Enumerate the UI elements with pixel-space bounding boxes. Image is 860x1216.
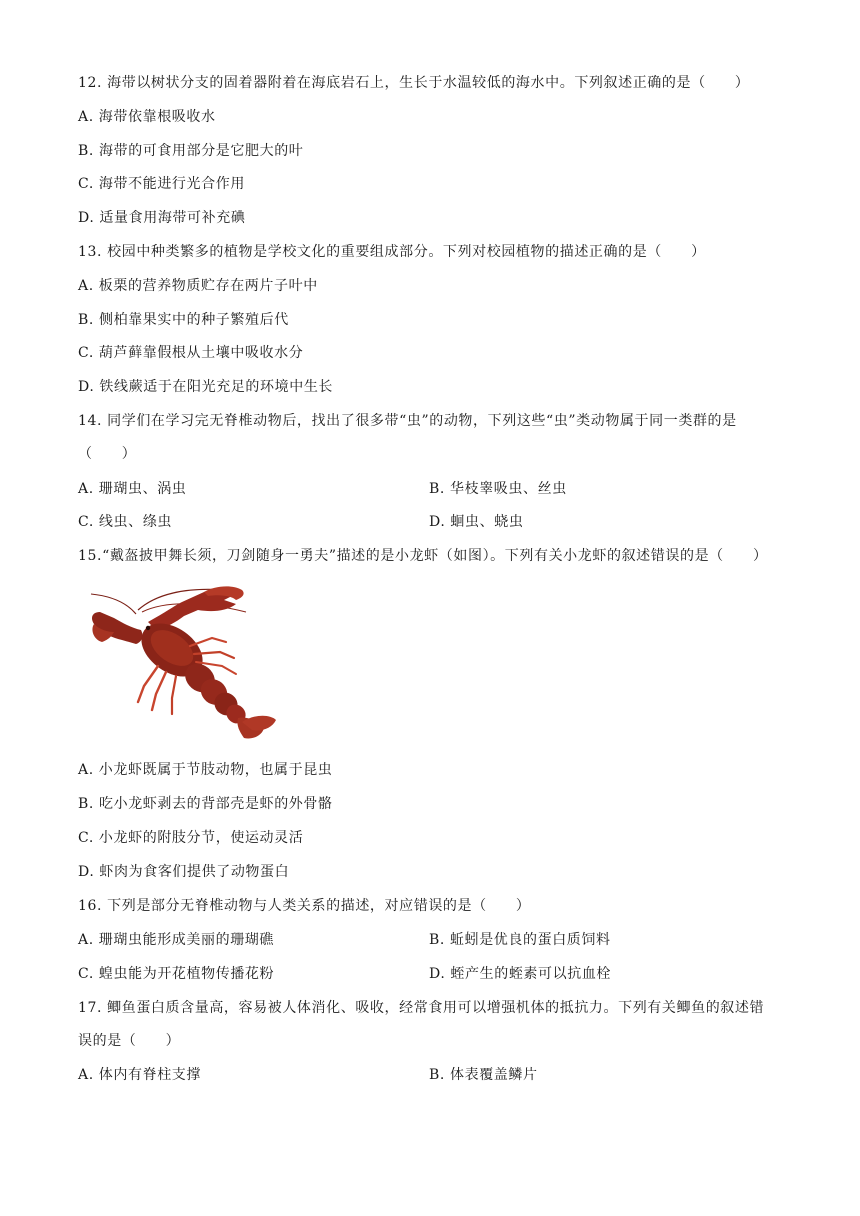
crayfish-image bbox=[86, 582, 280, 744]
q14-option-d[interactable]: D. 蛔虫、蛲虫 bbox=[429, 514, 524, 530]
q16-option-a[interactable]: A. 珊瑚虫能形成美丽的珊瑚礁 bbox=[78, 932, 275, 948]
q13-option-b[interactable]: B. 侧柏靠果实中的种子繁殖后代 bbox=[78, 312, 289, 328]
q14-stem-line2: （ ） bbox=[78, 446, 137, 462]
q16-stem: 16. 下列是部分无脊椎动物与人类关系的描述，对应错误的是（ ） bbox=[78, 898, 531, 914]
q17-stem-line1: 17. 鲫鱼蛋白质含量高，容易被人体消化、吸收，经常食用可以增强机体的抵抗力。下列有关鲫鱼的叙述错 bbox=[78, 1000, 765, 1016]
q15-option-c[interactable]: C. 小龙虾的附肢分节，使运动灵活 bbox=[78, 830, 304, 846]
q15-option-d[interactable]: D. 虾肉为食客们提供了动物蛋白 bbox=[78, 864, 290, 880]
q16-option-b[interactable]: B. 蚯蚓是优良的蛋白质饲料 bbox=[429, 932, 611, 948]
q13-stem: 13. 校园中种类繁多的植物是学校文化的重要组成部分。下列对校园植物的描述正确的是（ ） bbox=[78, 244, 706, 260]
q12-option-a[interactable]: A. 海带依靠根吸收水 bbox=[78, 109, 216, 125]
q17-option-b[interactable]: B. 体表覆盖鳞片 bbox=[429, 1067, 538, 1083]
q12-option-c[interactable]: C. 海带不能进行光合作用 bbox=[78, 176, 245, 192]
q14-option-c[interactable]: C. 线虫、绦虫 bbox=[78, 514, 172, 530]
q15-option-a[interactable]: A. 小龙虾既属于节肢动物，也属于昆虫 bbox=[78, 762, 333, 778]
q15-stem: 15.“戴盔披甲舞长须，刀剑随身一勇夫”描述的是小龙虾（如图）。下列有关小龙虾的叙述错误的是（ ） bbox=[78, 548, 768, 564]
q16-option-d[interactable]: D. 蛭产生的蛭素可以抗血栓 bbox=[429, 966, 612, 982]
q13-option-a[interactable]: A. 板栗的营养物质贮存在两片子叶中 bbox=[78, 278, 318, 294]
q17-option-a[interactable]: A. 体内有脊柱支撑 bbox=[78, 1067, 202, 1083]
q14-option-a[interactable]: A. 珊瑚虫、涡虫 bbox=[78, 481, 187, 497]
q16-option-c[interactable]: C. 蝗虫能为开花植物传播花粉 bbox=[78, 966, 275, 982]
q13-option-c[interactable]: C. 葫芦藓靠假根从土壤中吸收水分 bbox=[78, 345, 304, 361]
q12-option-d[interactable]: D. 适量食用海带可补充碘 bbox=[78, 210, 246, 226]
q12-stem: 12. 海带以树状分支的固着器附着在海底岩石上，生长于水温较低的海水中。下列叙述正确的是（ ） bbox=[78, 75, 750, 91]
q12-option-b[interactable]: B. 海带的可食用部分是它肥大的叶 bbox=[78, 143, 304, 159]
q15-option-b[interactable]: B. 吃小龙虾剥去的背部壳是虾的外骨骼 bbox=[78, 796, 333, 812]
q14-stem-line1: 14. 同学们在学习完无脊椎动物后，找出了很多带“虫”的动物，下列这些“虫”类动物属于同一类群的是 bbox=[78, 413, 737, 429]
q13-option-d[interactable]: D. 铁线蕨适于在阳光充足的环境中生长 bbox=[78, 379, 334, 395]
q14-option-b[interactable]: B. 华枝睾吸虫、丝虫 bbox=[429, 481, 567, 497]
q17-stem-line2: 误的是（ ） bbox=[78, 1033, 181, 1049]
